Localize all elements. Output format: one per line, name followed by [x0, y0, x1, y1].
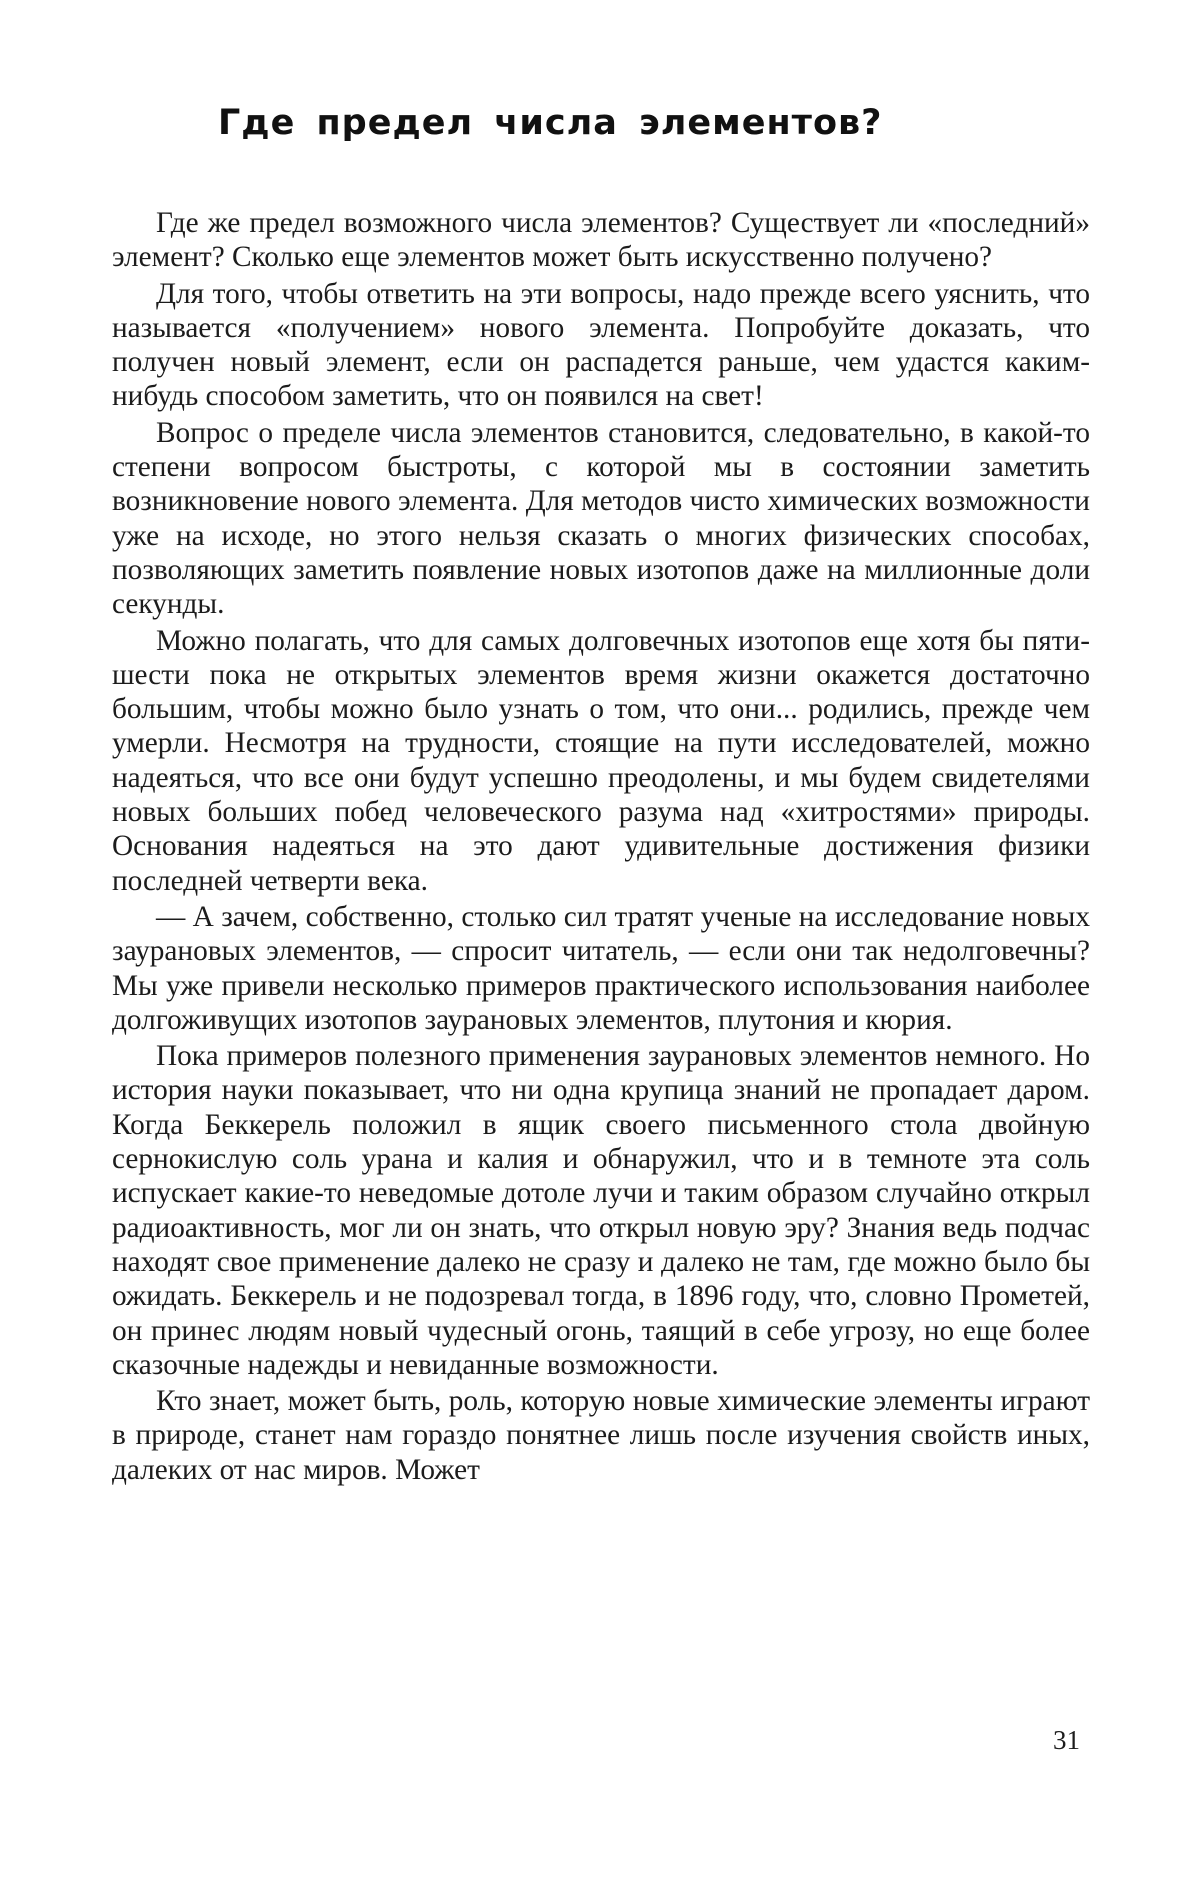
page-number: 31: [1053, 1725, 1080, 1755]
paragraph-1: Где же предел возможного числа элементов? Существует ли «последний» элемент? Сколько еще элементов может быть искусственно получено?: [112, 207, 1090, 274]
paragraph-7: Кто знает, может быть, роль, которую новые химические элементы играют в природе, станет нам гораздо понятнее лишь после изучения свойств иных, далеких от нас миров. Может: [112, 1385, 1090, 1486]
paragraph-3: Вопрос о пределе числа элементов становится, следовательно, в какой-то степени вопросом быстроты, с которой мы в состоянии заметить возникновение нового элемента. Для методов чисто химических возможности уже на исходе, но этого нельзя сказать о многих физических способах, позволяющих заметить появление новых изотопов даже на миллионные доли секунды.: [112, 416, 1090, 621]
paragraph-6: Пока примеров полезного применения заурановых элементов немного. Но история науки показывает, что ни одна крупица знаний не пропадает даром. Когда Беккерель положил в ящик своего письменного стола двойную сернокислую соль урана и калия и обнаружил, что и в темноте эта соль испускает какие-то неведомые дотоле лучи и таким образом случайно открыл радиоактивность, мог ли он знать, что открыл новую эру? Знания ведь подчас находят свое применение далеко не сразу и далеко не там, где можно было бы ожидать. Беккерель и не подозревал тогда, в 1896 году, что, словно Прометей, он принес людям новый чудесный огонь, таящий в себе угрозу, но еще более сказочные надежды и невиданные возможности.: [112, 1040, 1090, 1381]
chapter-heading: Где предел числа элементов?: [218, 103, 883, 143]
paragraph-4: Можно полагать, что для самых долговечных изотопов еще хотя бы пяти-шести пока не открытых элементов время жизни окажется достаточно большим, чтобы можно было узнать о том, что они... родились, прежде чем умерли. Несмотря на трудности, стоящие на пути исследователей, можно надеяться, что все они будут успешно преодолены, и мы будем свидетелями новых больших побед человеческого разума над «хитростями» природы. Основания надеяться на это дают удивительные достижения физики последней четверти века.: [112, 624, 1090, 897]
body-text: [112, 206, 1090, 1487]
paragraph-2: Для того, чтобы ответить на эти вопросы, надо прежде всего уяснить, что называется «получением» нового элемента. Попробуйте доказать, что получен новый элемент, если он распадется раньше, чем удастся каким-нибудь способом заметить, что он появился на свет!: [112, 277, 1090, 413]
paragraph-5: — А зачем, собственно, столько сил тратят ученые на исследование новых заурановых элементов, — спросит читатель, — если они так недолговечны? Мы уже привели несколько примеров практического использования наиболее долгоживущих изотопов заурановых элементов, плутония и кюрия.: [112, 900, 1090, 1036]
